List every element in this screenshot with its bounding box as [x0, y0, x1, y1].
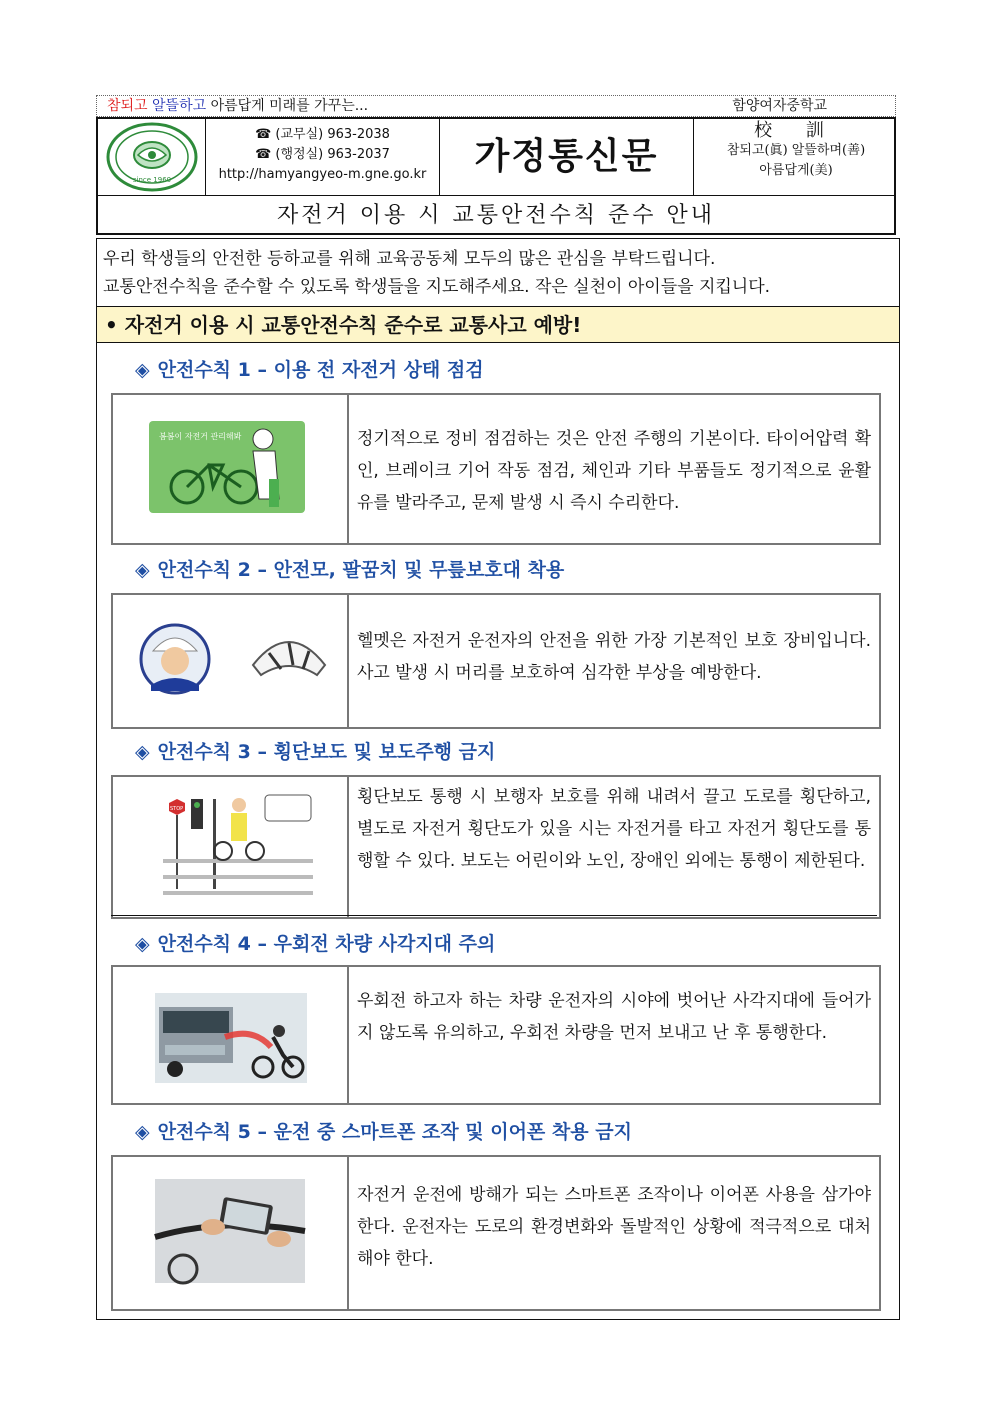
rule-5-box: [111, 1155, 881, 1311]
intro-line-2: 교통안전수칙을 준수할 수 있도록 학생들을 지도해주세요. 작은 실천이 아이들을 지킵니다.: [103, 277, 771, 297]
rule-4-box: [111, 965, 881, 1105]
rule-3-text: 횡단보도 통행 시 보행자 보호를 위해 내려서 끌고 도로를 횡단하고, 별도로 자전거 횡단도가 있을 시는 자전거를 타고 자전거 횡단도를 통행할 수 있다. 보도는 어린이와 노인, 장애인 외에는 통행이 제한된다.: [357, 787, 871, 871]
bicycle-maintenance-image: [113, 395, 349, 543]
rule-1-title-text: 안전수칙 1 – 이용 전 자전거 상태 점검: [157, 359, 484, 381]
school-url[interactable]: http://hamyangyeo-m.gne.go.kr: [218, 167, 427, 182]
newsletter-header: [96, 117, 896, 235]
diamond-icon: ◈: [135, 559, 150, 581]
rule-4-text: 우회전 하고자 하는 차량 운전자의 시야에 벗어난 사각지대에 들어가지 않도록 유의하고, 우회전 차량을 먼저 보내고 난 후 통행한다.: [357, 991, 871, 1043]
image-caption: 봄봄이 자전거 관리해봐: [159, 432, 242, 441]
motto-line-2: 아름답게(美): [759, 163, 833, 178]
school-name: 함양여자중학교: [732, 98, 827, 114]
safety-banner: • 자전거 이용 시 교통안전수칙 준수로 교통사고 예방!: [97, 307, 899, 343]
stop-sign-text: STOP: [170, 806, 184, 812]
slogan-bar: [96, 95, 896, 117]
helmet-image: [113, 595, 349, 727]
rule-5-text: 자전거 운전에 방해가 되는 스마트폰 조작이나 이어폰 사용을 삼가야 한다. 운전자는 도로의 환경변화와 돌발적인 상황에 적극적으로 대처해야 한다.: [357, 1185, 871, 1269]
rule-2-box: [111, 593, 881, 729]
rule-2-text: 헬멧은 자전거 운전자의 안전을 위한 가장 기본적인 보호 장비입니다. 사고 발생 시 머리를 보호하여 심각한 부상을 예방한다.: [357, 631, 871, 683]
phone-admin: ☎ (행정실) 963-2037: [255, 147, 390, 162]
rule-1-box: [111, 393, 881, 545]
motto-line-1: 참되고(眞) 알뜰하며(善): [726, 143, 866, 158]
slogan-part-3: 아름답게 미래를 가꾸는...: [210, 98, 369, 114]
phone-teachers: ☎ (교무실) 963-2038: [255, 127, 390, 142]
rule-4-title-text: 안전수칙 4 – 우회전 차량 사각지대 주의: [157, 933, 496, 955]
school-motto: [694, 119, 898, 195]
rule-3-box: [111, 775, 881, 919]
truck-blind-spot-image: [113, 967, 349, 1103]
rule-1-title: [135, 355, 484, 382]
rule-5-title-text: 안전수칙 5 – 운전 중 스마트폰 조작 및 이어폰 착용 금지: [157, 1121, 632, 1143]
rule-3-title: [135, 737, 495, 764]
motto-title: 校 訓: [754, 120, 838, 141]
diamond-icon: ◈: [135, 933, 150, 955]
slogan-part-1: 참되고: [107, 98, 148, 114]
rule-4-top-border: [111, 915, 877, 916]
rule-2-title: [135, 555, 564, 582]
smartphone-cycling-image: [113, 1157, 349, 1309]
rule-1-text: 정기적으로 정비 점검하는 것은 안전 주행의 기본이다. 타이어압력 확인, 브레이크 기어 작동 점검, 체인과 기타 부품들도 정기적으로 윤활유를 발라주고, 문제 발생 시 즉시 수리한다.: [357, 429, 871, 513]
diamond-icon: ◈: [135, 741, 150, 763]
rule-3-title-text: 안전수칙 3 – 횡단보도 및 보도주행 금지: [157, 741, 496, 763]
rule-2-title-text: 안전수칙 2 – 안전모, 팔꿈치 및 무릎보호대 착용: [157, 559, 565, 581]
rule-4-title: [135, 929, 495, 956]
logo-since-text: since 1960: [132, 176, 172, 184]
school-emblem-icon: [98, 119, 206, 195]
diamond-icon: ◈: [135, 359, 150, 381]
intro-paragraph: [97, 239, 899, 307]
intro-line-1: 우리 학생들의 안전한 등하교를 위해 교육공동체 모두의 많은 관심을 부탁드립니다.: [103, 249, 716, 269]
notice-body: [96, 238, 900, 1320]
diamond-icon: ◈: [135, 1121, 150, 1143]
crosswalk-image: [113, 777, 349, 917]
contact-info: [206, 119, 440, 195]
page-title: 가정통신문: [440, 119, 694, 195]
rule-5-title: [135, 1117, 632, 1144]
slogan-part-2: 알뜰하고: [152, 98, 207, 114]
notice-subtitle: 자전거 이용 시 교통안전수칙 준수 안내: [98, 195, 894, 236]
school-logo: [98, 119, 206, 195]
